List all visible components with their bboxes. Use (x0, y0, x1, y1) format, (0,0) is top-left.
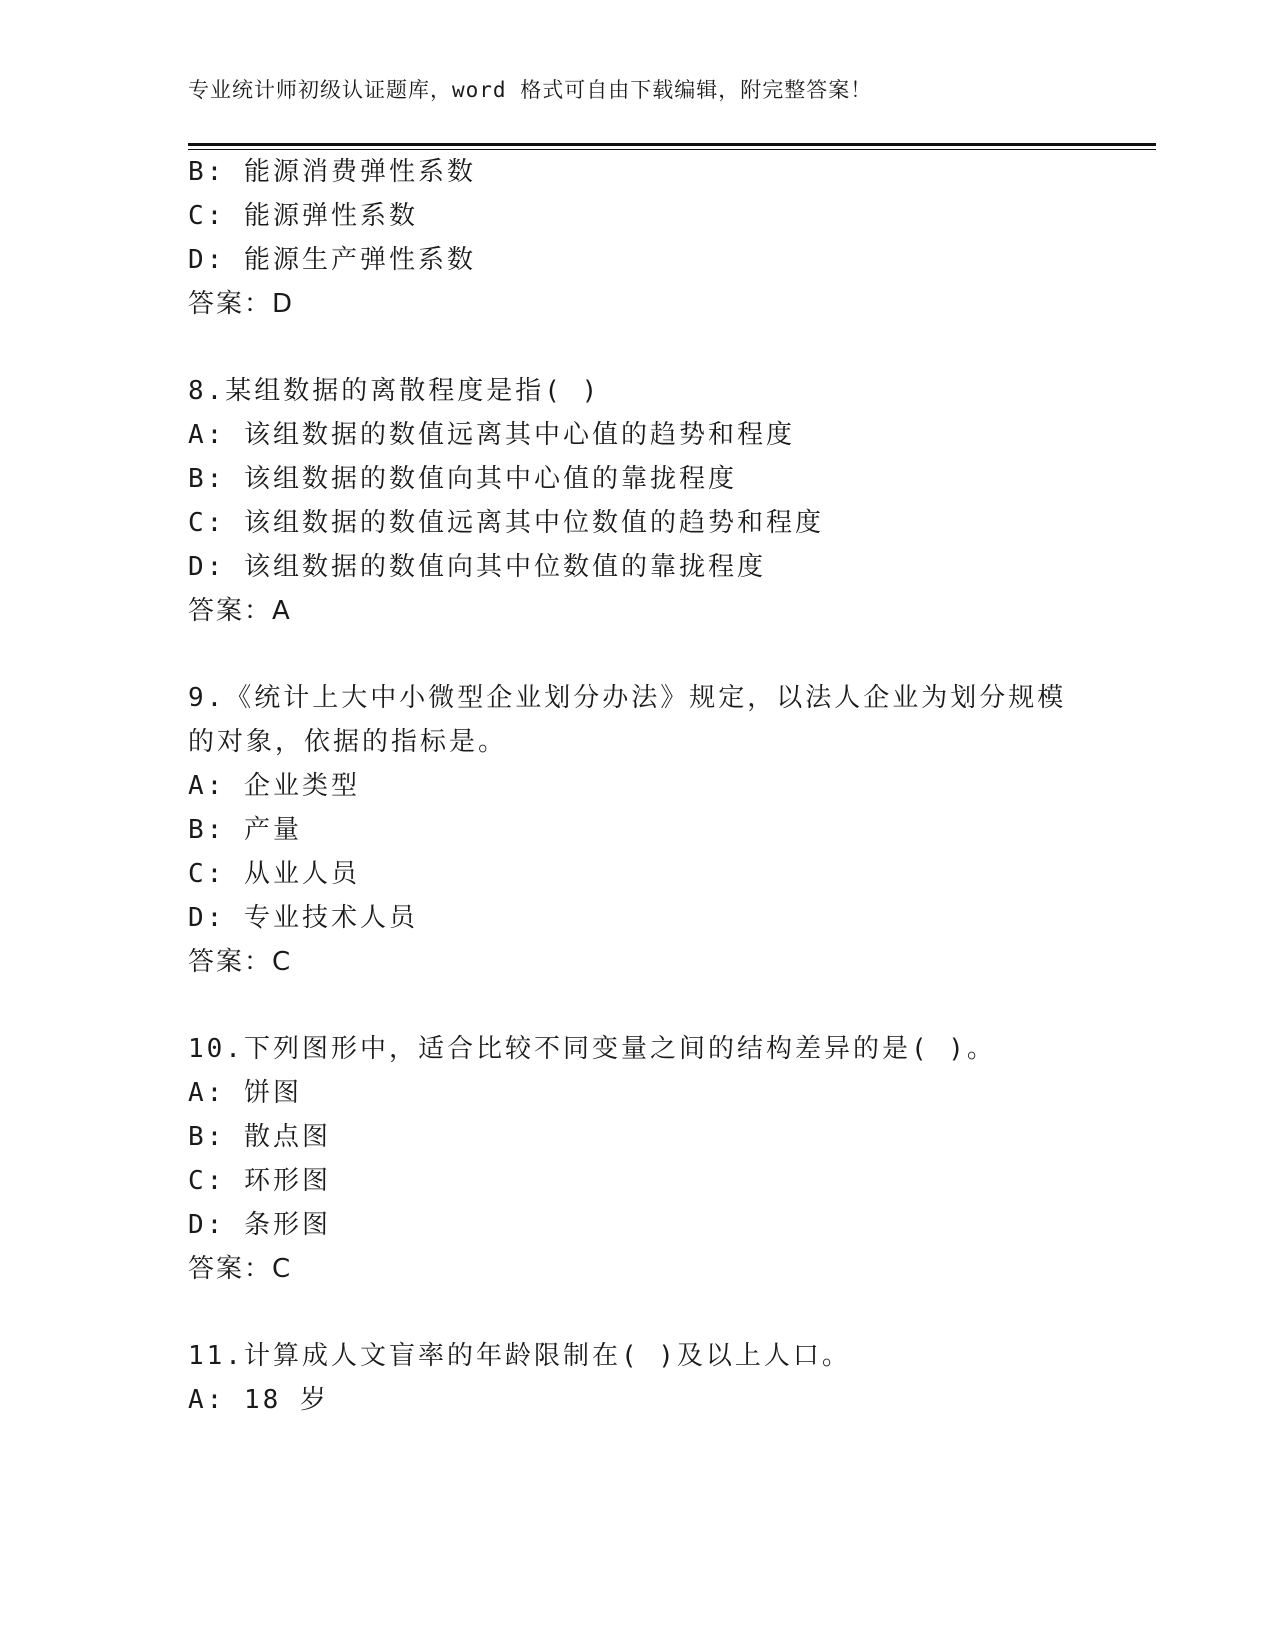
q11-option-a: A: 18 岁 (188, 1385, 329, 1415)
q9-option-b: B: 产量 (188, 815, 302, 845)
q8-option-d: D: 该组数据的数值向其中位数值的靠拢程度 (188, 552, 766, 582)
header-divider-thick (188, 143, 1156, 146)
q10-option-c: C: 环形图 (188, 1166, 331, 1196)
q9-option-c: C: 从业人员 (188, 859, 360, 889)
q10-option-b: B: 散点图 (188, 1122, 331, 1152)
q10-option-a: A: 饼图 (188, 1078, 302, 1108)
q10-option-d: D: 条形图 (188, 1210, 331, 1240)
q8-option-b: B: 该组数据的数值向其中心值的靠拢程度 (188, 464, 737, 494)
q10-question: 10.下列图形中，适合比较不同变量之间的结构差异的是( )。 (188, 1034, 996, 1064)
q9-option-d: D: 专业技术人员 (188, 903, 418, 933)
q11-question: 11.计算成人文盲率的年龄限制在( )及以上人口。 (188, 1341, 851, 1371)
q7-answer: 答案：D (188, 289, 295, 319)
header-divider-thin (188, 149, 1156, 150)
q9-option-a: A: 企业类型 (188, 771, 360, 801)
q10-answer: 答案：C (188, 1254, 293, 1284)
q9-question-line2: 的对象，依据的指标是。 (188, 727, 508, 757)
q7-option-b: B: 能源消费弹性系数 (188, 157, 476, 187)
q9-answer: 答案：C (188, 947, 293, 977)
page-header: 专业统计师初级认证题库，word 格式可自由下载编辑，附完整答案！ (188, 78, 873, 102)
q8-option-c: C: 该组数据的数值远离其中位数值的趋势和程度 (188, 508, 824, 538)
q7-option-c: C: 能源弹性系数 (188, 201, 418, 231)
q8-option-a: A: 该组数据的数值远离其中心值的趋势和程度 (188, 420, 795, 450)
q8-answer: 答案：A (188, 596, 292, 626)
q8-question: 8.某组数据的离散程度是指( ) (188, 376, 601, 406)
q7-option-d: D: 能源生产弹性系数 (188, 245, 476, 275)
q9-question-line1: 9.《统计上大中小微型企业划分办法》规定，以法人企业为划分规模 (188, 683, 1067, 713)
